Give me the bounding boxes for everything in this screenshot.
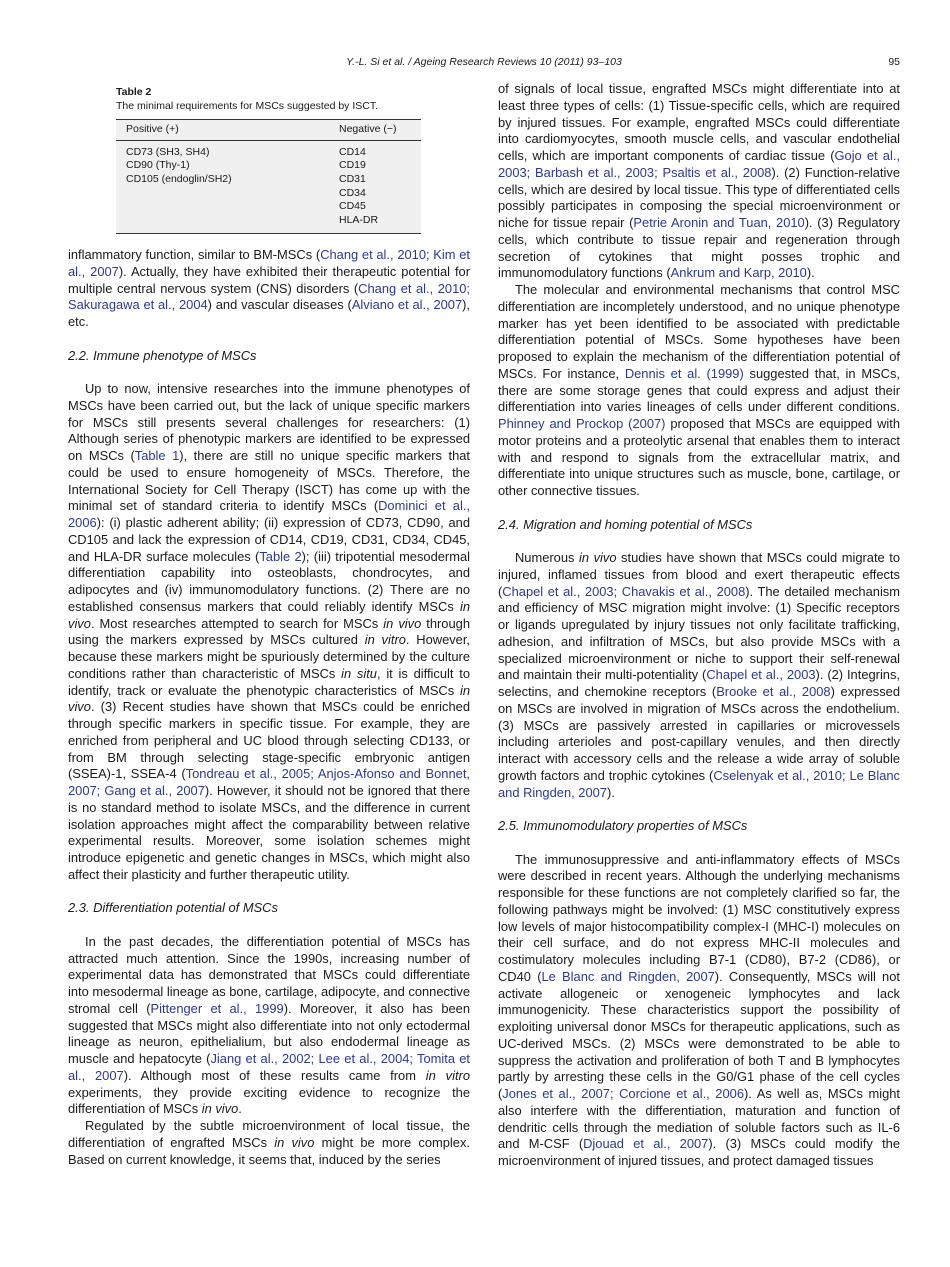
table-cell: CD19 [339, 159, 366, 172]
paragraph: Regulated by the subtle microenvironment of local tissue, the differentiation of engrafted MSCs in vivo might be more complex. Based on current knowledge, it seems that, induced by the series [68, 1118, 470, 1167]
citation-link[interactable]: Phinney and Prockop (2007) [498, 416, 666, 431]
table-header-row [116, 120, 421, 141]
page-number: 95 [888, 56, 900, 68]
citation-link[interactable]: Tondreau et al., 2005; Anjos-Afonso and Bonnet, 2007; Gang et al., 2007 [68, 766, 470, 798]
section-heading: 2.4. Migration and homing potential of MSCs [498, 516, 753, 532]
citation-link[interactable]: Chapel et al., 2003 [706, 667, 816, 683]
italic-term: in vivo [68, 682, 470, 715]
table-rows [116, 141, 421, 234]
paragraph: The immunosuppressive and anti-inflammatory effects of MSCs were described in recent years. Although the underlying mechanisms responsible for these functions are not completely clarified so far, the following pathways might be involved: (1) MSC constitutively express low levels of major histocompatibility complex-I (MHC-I) molecules on their cell surface, and do not express MHC-II molecules and costimulatory molecules including B7-1 (CD80), B7-2 (CD86), or CD40 (Le Blanc and Ringden, 2007). Consequently, MSCs will not activate allogeneic or xenogeneic lymphocytes and lack immunogenicity. These characteristics support the possibility of exploiting universal donor MSCs for therapeutic applications, such as UC-derived MSCs. (2) MSCs were demonstrated to be able to suppress the activation and proliferation of both T and B lymphocytes partly by arresting these cells in the G0/G1 phase of the cell cycles (Jones et al., 2007; Corcione et al., 2006). As well as, MSCs might also interfere with the differentiation, maturation and function of dendritic cells through the mediation of soluble factors such as IL-6 and M-CSF (Djouad et al., 2007). (3) MSCs could modify the microenvironment of injured tissues, and protect damaged tissues [498, 851, 900, 1168]
negative-markers [339, 146, 411, 228]
table-cell: CD14 [339, 145, 366, 158]
table-caption: The minimal requirements for MSCs suggested by ISCT. [116, 99, 379, 112]
citation-link[interactable]: Chapel et al., 2003; Chavakis et al., 2008 [502, 583, 746, 599]
citation-link[interactable]: Alviano et al., 2007 [351, 297, 463, 313]
paragraph: The molecular and environmental mechanisms that control MSC differentiation are incompletely understood, and no unique phenotype marker has yet been identified to be associated with predictable differentiation potential of MSCs. Some hypotheses have been proposed to explain the mechanism of the differentiation potential of MSCs. For instance, Dennis et al. (1999) suggested that, in MSCs, there are some storage genes that could express and adjust their differentiation into varies lineages of cells under different conditions. Phinney and Prockop (2007) proposed that MSCs are equipped with motor proteins and a proteolytic arsenal that enables them to interact with and respond to signals from the extracellular matrix, and differentiate into unique structures such as muscle, bone, cartilage, or other connective tissues. [498, 282, 901, 498]
table-cell: CD45 [339, 200, 366, 213]
table-cell: HLA-DR [339, 213, 379, 226]
italic-term: in vivo [201, 1101, 239, 1117]
running-header: Y.-L. Si et al. / Ageing Research Reviews 10 (2011) 93–103 [346, 56, 622, 68]
citation-link[interactable]: Jones et al., 2007; Corcione et al., 2006 [502, 1086, 744, 1101]
paragraph: In the past decades, the differentiation potential of MSCs has attracted much attention. Since the 1990s, increasing number of experimental data has demonstrated that MSCs could differentiate into mesodermal lineage as bone, cartilage, adipocyte, and connective stromal cell (Pittenger et al., 1999). Moreover, it also has been suggested that MSCs might also differentiate into not only ectodermal lineage as neuron, epithelialium, but also endodermal lineage as muscle and hepatocyte (Jiang et al., 2002; Lee et al., 2004; Tomita et al., 2007). Although most of these results came from in vitro experiments, they provide exciting evidence to recognize the differentiation of MSCs in vivo. [68, 933, 471, 1117]
column-header-negative: Negative (−) [339, 123, 397, 136]
table-label: Table 2 [116, 86, 152, 98]
table-cell: CD34 [339, 186, 366, 199]
italic-term: in vivo [579, 550, 617, 565]
citation-link[interactable]: Dennis et al. (1999) [624, 365, 744, 381]
citation-link[interactable]: Jiang et al., 2002; Lee et al., 2004; Tomita et al., 2007 [68, 1051, 470, 1083]
paragraph: Up to now, intensive researches into the immune phenotypes of MSCs have been carried out, but the lack of unique specific markers for MSCs still presents several challenges for researchers: (1) Although series of phenotypic markers are identified to be expressed on MSCs (Table 1), there are still no unique specific markers that could be used to ensure homogeneity of MSCs. Therefore, the International Society for Cell Therapy (ISCT) has come up with the minimal set of standard criteria to identify MSCs (Dominici et al., 2006): (i) plastic adherent ability; (ii) expression of CD73, CD90, and CD105 and lack the expression of CD14, CD19, CD31, CD34, CD45, and HLA-DR surface molecules (Table 2); (iii) tripotential mesodermal differentiation capability into osteoblasts, chondrocytes, and adipocytes and (iv) immunomodulatory functions. (2) There are no established consensus markers that could reliably identify MSCs in vivo. Most researches attempted to search for MSCs in vivo through using the markers expressed by MSCs cultured in vitro. However, because these markers might be spuriously determined by the culture conditions rather than characteristic of MSCs in situ, it is difficult to identify, track or evaluate the phenotypic characteristics of MSCs in vivo. (3) Recent studies have shown that MSCs could be enriched through specific markers in specific tissue. For example, they are enriched from peripheral and UC blood through selecting CD133, or from BM through selecting stage-specific embryonic antigen (SSEA)-1, SSEA-4 (Tondreau et al., 2005; Anjos-Afonso and Bonnet, 2007; Gang et al., 2007). However, it should not be ignored that there is no standard method to isolate MSCs, and the difference in current isolation approaches might affect the comparability between relative experimental results. Moreover, some isolation schemes might introduce epigenetic and genetic changes in MSCs, which might also affect their plasticity and further therapeutic utility. [68, 381, 471, 882]
section-heading: 2.3. Differentiation potential of MSCs [68, 900, 278, 916]
left-column [68, 247, 470, 1168]
paragraph: of signals of local tissue, engrafted MSCs might differentiate into at least three types of cells: (1) Tissue-specific cells, which are required by injured tissues. For example, engrafted MSCs could differentiate into cardiomyocytes, smooth muscle cells, and vascular endothelial cells, which are important components of cardiac tissue (Gojo et al., 2003; Barbash et al., 2003; Psaltis et al., 2008). (2) Function-relative cells, which are desired by local tissue. This type of differentiated cells possibly participates in composing the special microenvironment or niche for tissue repair (Petrie Aronin and Tuan, 2010). (3) Regulatory cells, which contribute to tissue repair and regeneration through secretion of cytokines that might posses trophic and immunomodulatory functions (Ankrum and Karp, 2010). [498, 81, 901, 281]
citation-link[interactable]: Chang et al., 2010; Kim et al., 2007 [68, 247, 470, 279]
citation-link[interactable]: Chang et al., 2010; Sakuragawa et al., 2004 [68, 280, 470, 313]
citation-link[interactable]: Le Blanc and Ringden, 2007 [541, 968, 715, 984]
citation-link[interactable]: Cselenyak et al., 2010; Le Blanc and Ringden, 2007 [498, 767, 900, 800]
section-heading: 2.2. Immune phenotype of MSCs [68, 347, 257, 363]
italic-term: in situ [341, 665, 377, 681]
citation-link[interactable]: Table 1 [134, 448, 180, 463]
citation-link[interactable]: Djouad et al., 2007 [583, 1136, 709, 1152]
italic-term: in vivo [68, 598, 470, 631]
italic-term: in vitro [364, 632, 406, 648]
positive-markers [126, 146, 232, 228]
section-heading: 2.5. Immunomodulatory properties of MSCs [498, 818, 748, 833]
table-2 [116, 86, 421, 234]
citation-link[interactable]: Dominici et al., 2006 [68, 498, 470, 530]
paragraph: Numerous in vivo studies have shown that MSCs could migrate to injured, inflamed tissues from blood and exert therapeutic effects (Chapel et al., 2003; Chavakis et al., 2008). The detailed mechanism and efficiency of MSC migration might involve: (1) Specific receptors or ligands upregulated by injury tissues not only facilitate trafficking, adhesion, and infiltration of MSCs, but also provide MSCs with a specialized microenvironment or niche to support their self-renewal and maintain their multi-potentiality (Chapel et al., 2003). (2) Integrins, selectins, and chemokine receptors (Brooke et al., 2008) expressed on MSCs are involved in migration of MSCs across the endothelium. (3) MSCs are passively arrested in capillaries or microvessels including arterioles and post-capillary venules, and then directly interact with accessory cells and the release a wide array of soluble growth factors and trophic cytokines (Cselenyak et al., 2010; Le Blanc and Ringden, 2007). [498, 550, 901, 800]
paragraph: inflammatory function, similar to BM-MSCs (Chang et al., 2010; Kim et al., 2007). Actually, they have exhibited their therapeutic potential for multiple central nervous system (CNS) disorders (Chang et al., 2010; Sakuragawa et al., 2004) and vascular diseases (Alviano et al., 2007), etc. [68, 247, 470, 329]
italic-term: in vivo [274, 1134, 315, 1150]
citation-link[interactable]: Brooke et al., 2008 [716, 684, 831, 699]
table-cell: CD73 (SH3, SH4) [126, 145, 210, 158]
column-header-positive: Positive (+) [126, 123, 179, 136]
right-column [498, 81, 900, 1170]
citation-link[interactable]: Gojo et al., 2003; Barbash et al., 2003; Psaltis et al., 2008 [498, 148, 901, 180]
citation-link[interactable]: Ankrum and Karp, 2010 [670, 265, 807, 281]
table-body [116, 119, 421, 234]
citation-link[interactable]: Table 2 [259, 548, 302, 564]
table-cell: CD105 (endoglin/SH2) [126, 172, 232, 185]
italic-term: in vivo [383, 615, 422, 631]
table-cell: CD31 [339, 172, 366, 185]
citation-link[interactable]: Petrie Aronin and Tuan, 2010 [633, 215, 805, 230]
citation-link[interactable]: Pittenger et al., 1999 [150, 1000, 284, 1016]
table-cell: CD90 (Thy-1) [126, 159, 190, 172]
italic-term: in vitro [425, 1067, 470, 1083]
